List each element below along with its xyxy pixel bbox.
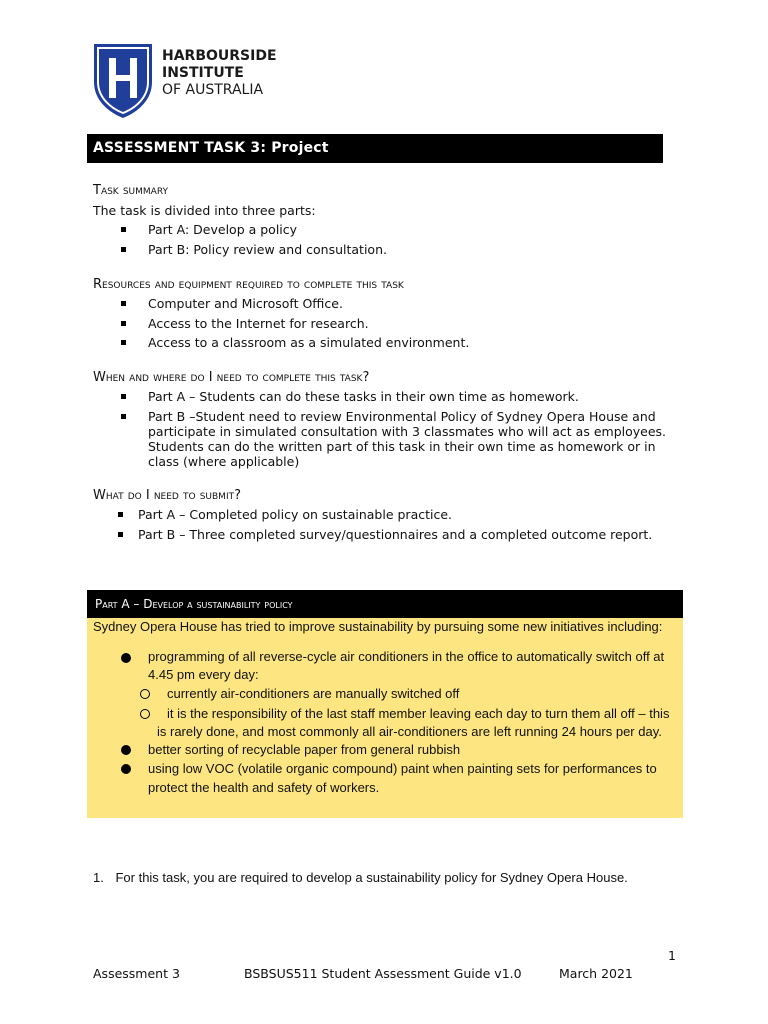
footer-left: Assessment 3 (93, 966, 180, 981)
part-a-heading: Part A – Develop a sustainability policy (87, 590, 683, 618)
list-item: Access to the Internet for research. (148, 316, 369, 331)
list-item: Computer and Microsoft Office. (148, 296, 343, 311)
bullet-icon (118, 532, 123, 537)
part-a-intro: Sydney Opera House has tried to improve sustainability by pursuing some new initiatives including: (93, 619, 663, 634)
bullet-icon (121, 394, 126, 399)
footer-center: BSBSUS511 Student Assessment Guide v1.0 (244, 966, 522, 981)
bullet-icon (121, 301, 126, 306)
logo-line-3: OF AUSTRALIA (162, 82, 264, 98)
question-1 (93, 870, 628, 885)
part-a-sub-1: currently air-conditioners are manually switched off (167, 686, 460, 701)
bullet-icon (121, 745, 131, 755)
bullet-icon (118, 512, 123, 517)
title-main: ASSESSMENT TASK 3: Project (93, 140, 329, 156)
list-item: Part A: Develop a policy (148, 222, 297, 237)
part-a-bullet-3-line-1: using low VOC (volatile organic compound) paint when painting sets for performances to (148, 761, 657, 776)
bullet-icon (121, 764, 131, 774)
bullet-icon (121, 414, 126, 419)
part-a-bullet-1-line-2: 4.45 pm every day: (148, 667, 259, 682)
part-a-box (87, 618, 683, 818)
submit-heading: What do I need to submit? (93, 488, 241, 503)
task-summary-intro: The task is divided into three parts: (93, 203, 316, 218)
part-a-bullet-1-line-1: programming of all reverse-cycle air conditioners in the office to automatically switch off at (148, 649, 665, 664)
part-a-bullet-3-line-2: protect the health and safety of workers. (148, 780, 380, 795)
when-where-heading: When and where do I need to complete this task? (93, 370, 370, 385)
list-item: Part A – Completed policy on sustainable practice. (138, 507, 452, 522)
question-number: 1. (93, 870, 104, 885)
bullet-icon (121, 247, 126, 252)
list-item: Part B – Three completed survey/questionnaires and a completed outcome report. (138, 527, 652, 542)
part-a-bullet-2: better sorting of recyclable paper from general rubbish (148, 742, 461, 757)
bullet-icon (121, 321, 126, 326)
logo-line-2: INSTITUTE (162, 65, 244, 81)
resources-heading: Resources and equipment required to complete this task (93, 277, 404, 292)
list-item: Part A – Students can do these tasks in their own time as homework. (148, 389, 579, 404)
institute-logo (92, 42, 292, 120)
sub-bullet-icon (140, 709, 150, 719)
shield-icon (92, 42, 154, 120)
part-a-sub-2-line-2: is rarely done, and most commonly all air-conditioners are left running 24 hours per day. (157, 724, 662, 739)
question-text: For this task, you are required to develop a sustainability policy for Sydney Opera House. (115, 870, 628, 885)
task-summary-heading: Task summary (93, 183, 169, 198)
bullet-icon (121, 653, 131, 663)
footer-right: March 2021 (559, 966, 633, 981)
bullet-icon (121, 340, 126, 345)
list-item: Part B –Student need to review Environmental Policy of Sydney Opera House and participate in simulated consultation with 3 classmates who will act as employees. Students can do the written part of this task in their own time as homework or in class (where applicable) (148, 409, 678, 469)
page-title (87, 134, 663, 163)
list-item: Access to a classroom as a simulated environment. (148, 335, 469, 350)
sub-bullet-icon (140, 689, 150, 699)
logo-line-1: HARBOURSIDE (162, 48, 277, 64)
part-a-sub-2-line-1: it is the responsibility of the last staff member leaving each day to turn them all off – this (167, 706, 670, 721)
page-number: 1 (668, 948, 676, 963)
bullet-icon (121, 227, 126, 232)
list-item: Part B: Policy review and consultation. (148, 242, 387, 257)
